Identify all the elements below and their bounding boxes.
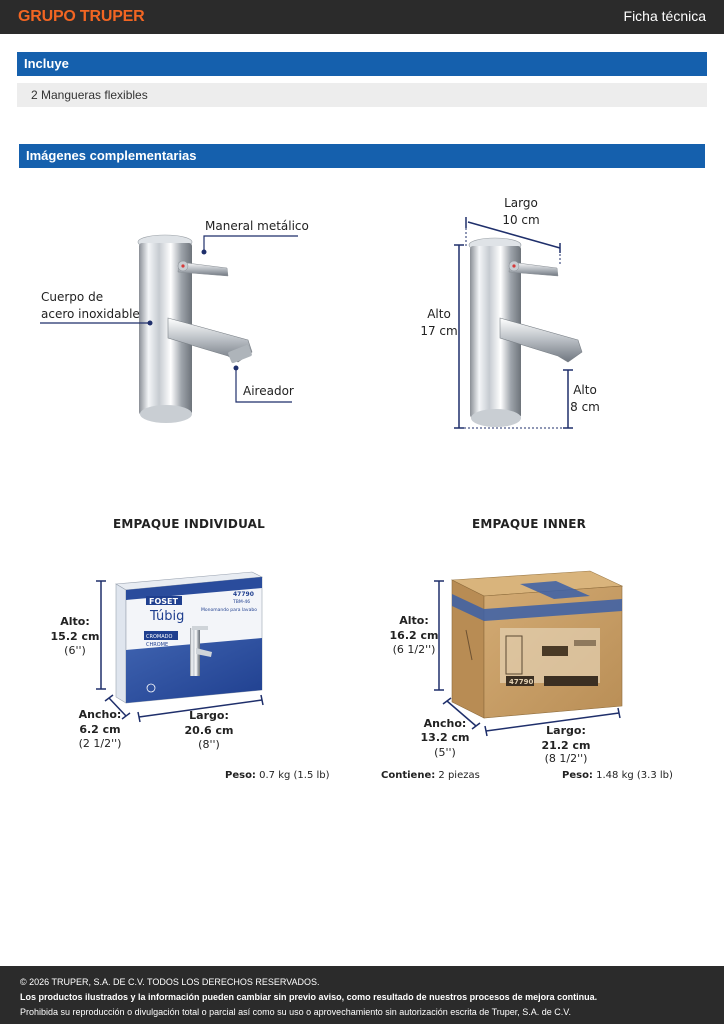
aerator-label: Aireador	[243, 384, 294, 398]
inner-length-in: (8 1/2'')	[544, 752, 588, 765]
box-finish: CROMADO	[146, 634, 173, 640]
footer-prohibition: Prohibida su reproducción o divulgación total o parcial así como su uso o aprovechamiento sin autorización escrita de Truper, S.A. de C.V.	[20, 1007, 571, 1017]
length-label: Largo	[504, 196, 538, 210]
inner-width-in: (5'')	[434, 746, 456, 759]
inner-width-label: Ancho:	[423, 717, 467, 730]
inner-length-label: Largo:	[546, 724, 586, 737]
footer-notice: Los productos ilustrados y la información pueden cambiar sin previo aviso, como resultado de nuestros procesos de mejora continua.	[20, 992, 598, 1002]
brand-logo: GRUPO TRUPER	[18, 8, 145, 25]
individual-box-illustration	[96, 572, 263, 722]
box-finish-en: CHROME	[146, 642, 169, 648]
spout-height-value: 8 cm	[570, 400, 600, 414]
faucet-dimensions-illustration	[454, 217, 582, 428]
box-model: TBM-46	[233, 600, 251, 605]
inner-height-label: Alto:	[399, 614, 429, 627]
height-label: Alto	[427, 307, 451, 321]
footer-copyright: © 2026 TRUPER, S.A. DE C.V. TODOS LOS DERECHOS RESERVADOS.	[20, 977, 320, 987]
ind-width-in: (2 1/2'')	[78, 737, 122, 750]
body-label-line2: acero inoxidable	[41, 307, 140, 321]
ind-width-cm: 6.2 cm	[79, 723, 121, 736]
inner-package-caption: EMPAQUE INNER	[472, 517, 587, 531]
height-value: 17 cm	[420, 324, 458, 338]
complementary-section-header: Imágenes complementarias	[19, 144, 705, 168]
includes-item: 2 Mangueras flexibles	[17, 83, 707, 107]
includes-section-header: Incluye	[17, 52, 707, 76]
inner-weight: Peso: 1.48 kg (3.3 lb)	[562, 770, 673, 781]
ind-height-cm: 15.2 cm	[50, 630, 100, 643]
ind-height-label: Alto:	[60, 615, 90, 628]
footer	[0, 966, 724, 1024]
ind-length-cm: 20.6 cm	[184, 724, 234, 737]
handle-label: Maneral metálico	[205, 219, 309, 233]
document-type: Ficha técnica	[623, 8, 706, 24]
inner-contains: Contiene: 2 piezas	[381, 770, 480, 781]
spout-height-label: Alto	[573, 383, 597, 397]
length-value: 10 cm	[502, 213, 540, 227]
box-brand: FOSET	[149, 597, 178, 606]
inner-width-cm: 13.2 cm	[420, 731, 470, 744]
ind-weight: Peso: 0.7 kg (1.5 lb)	[225, 770, 330, 781]
body-label-line1: Cuerpo de	[41, 290, 104, 304]
box-description: Monomando para lavabo	[201, 608, 257, 613]
ind-width-label: Ancho:	[78, 708, 122, 721]
box-line: Túbig	[150, 609, 185, 624]
inner-box-code: 47790	[509, 678, 534, 686]
ind-length-in: (8'')	[198, 738, 220, 751]
box-code: 47790	[233, 591, 254, 598]
ind-height-in: (6'')	[64, 644, 86, 657]
ind-length-label: Largo:	[189, 709, 229, 722]
inner-height-cm: 16.2 cm	[389, 629, 439, 642]
inner-box-illustration	[434, 571, 622, 736]
inner-height-in: (6 1/2'')	[392, 643, 436, 656]
individual-package-caption: EMPAQUE INDIVIDUAL	[113, 517, 265, 531]
inner-length-cm: 21.2 cm	[541, 739, 591, 752]
